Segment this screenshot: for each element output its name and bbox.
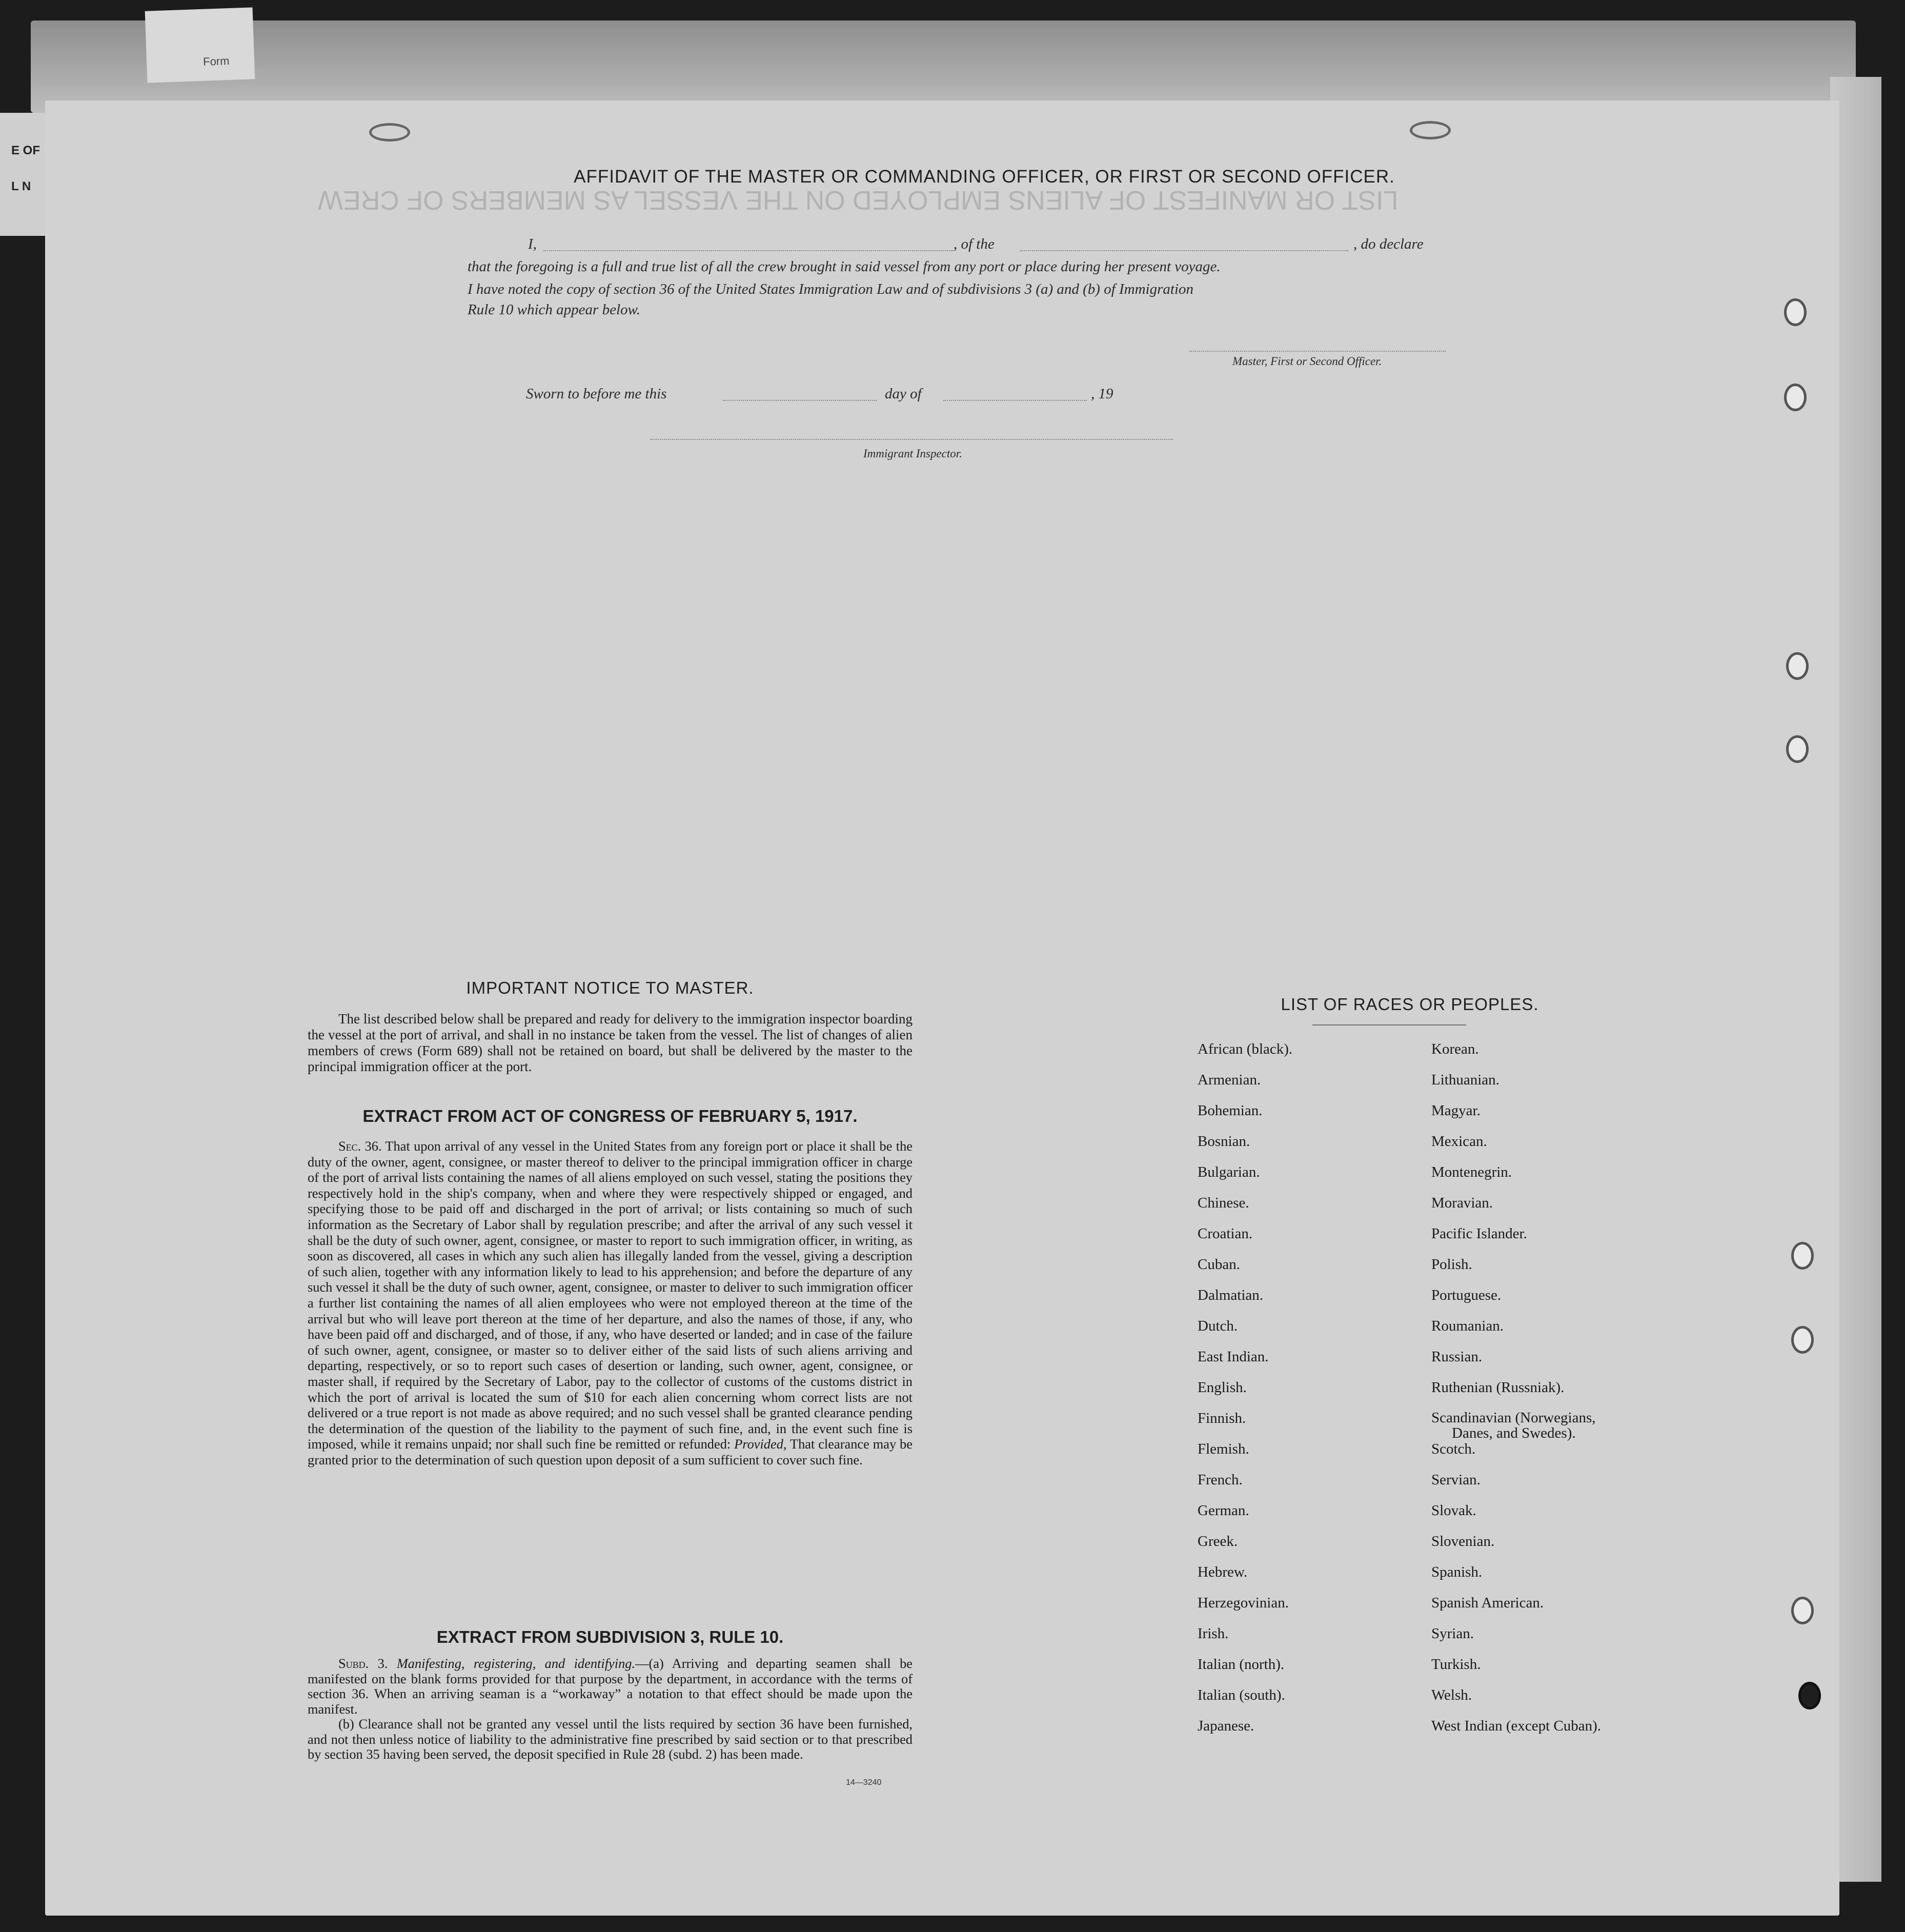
section-36-body: That upon arrival of any vessel in the United States from any foreign port or place it shall be the duty of the owner, agent, consignee, or master thereof to deliver to the principal immigration officer in charge of the port of arrival lists containing the names of all aliens employed on such vessel, stating the positions they respectively hold in the ship's company, when and where they were respectively shipped or engaged, and specifying those to be paid off and discharged in the port of arrival; or lists containing so much of such information as the Secretary of Labor shall by regulation prescribe; and after the arrival of any such vessel it shall be the duty of such owner, agent, consignee, or master to report to such immigration officer, in writing, as soon as discovered, all cases in which any such alien has illegally landed from the vessel, giving a description of such alien, together with any information likely to lead to his apprehension; and before the departure of any such vessel it shall be the duty of such owner, agent, consignee, or master to deliver to such immigration officer a further list containing the names of all alien employees who were not employed thereon at the time of the arrival but who will leave port thereon at the time of her departure, and also the names of those, if any, who have been paid off and discharged, and of those, if any, who have deserted or landed; and in case of the failure of such owner, agent, consignee, or master so to deliver either of the said lists of such aliens arriving and departing, respectively, or so to report such cases of desertion or landing, such owner, agent, consignee, or master shall, if required by the Secretary of Labor, pay to the collector of customs of the customs district in which the port of arrival is located the sum of $10 for each alien concerning whom correct lists are not delivered or a true report is not made as above required; and no such vessel shall be granted clearance pending the determination of the question of the liability to the payment of such fine, and, in the event such fine is imposed, while it remains unpaid; nor shall such fine be remitted or refunded: xyxy=(308,1138,913,1452)
punch-hole xyxy=(1791,1326,1814,1354)
race-item-line: Danes, and Swedes). xyxy=(1452,1425,1576,1441)
subdivision-b: (b) Clearance shall not be granted any vessel until the lists required by section 36 have been furnished, and not then unless notice of liability to the administrative fine prescribed by said section or to that prescribed by section 35 having been served, the deposit specified in Rule 28 (subd. 2) has been made. xyxy=(308,1716,913,1762)
races-right-column xyxy=(1431,1041,1601,1748)
race-item: Roumanian. xyxy=(1431,1318,1504,1334)
binder-clip-left xyxy=(369,123,410,142)
race-item: Russian. xyxy=(1431,1349,1483,1365)
punch-hole xyxy=(1791,1597,1814,1624)
adjacent-page-text-2: L N xyxy=(11,179,31,193)
notice-title: IMPORTANT NOTICE TO MASTER. xyxy=(466,978,754,997)
binder-clip-right xyxy=(1410,121,1451,139)
race-item: Irish. xyxy=(1198,1625,1229,1642)
race-item: French. xyxy=(1198,1472,1243,1488)
subdivision-3-text xyxy=(308,1656,913,1762)
race-item: East Indian. xyxy=(1198,1349,1269,1365)
race-item xyxy=(1431,1410,1601,1441)
race-item: Pacific Islander. xyxy=(1431,1225,1527,1242)
subdivision-a xyxy=(308,1656,913,1717)
underlying-form-tab xyxy=(145,7,255,83)
race-item: Herzegovinian. xyxy=(1198,1595,1289,1611)
race-item: Lithuanian. xyxy=(1431,1072,1499,1088)
race-item: Scotch. xyxy=(1431,1441,1476,1457)
form-tab-label: Form xyxy=(202,54,230,68)
race-item: Ruthenian (Russniak). xyxy=(1431,1379,1565,1396)
provided-word: Provided, xyxy=(734,1436,787,1452)
race-item: Welsh. xyxy=(1431,1687,1472,1703)
race-item: Moravian. xyxy=(1431,1195,1493,1211)
rule-extract-heading: EXTRACT FROM SUBDIVISION 3, RULE 10. xyxy=(436,1627,784,1646)
day-of-text: day of xyxy=(885,386,922,402)
race-item: Slovenian. xyxy=(1431,1533,1495,1549)
race-item: Bulgarian. xyxy=(1198,1164,1260,1180)
race-item: Spanish American. xyxy=(1431,1595,1544,1611)
master-signature-line xyxy=(1189,351,1446,352)
sworn-text: Sworn to before me this xyxy=(526,386,667,402)
punch-hole xyxy=(1786,652,1809,680)
adjacent-page-text-1: E OF xyxy=(11,144,40,157)
race-item: Magyar. xyxy=(1431,1102,1481,1119)
punch-hole-dark xyxy=(1798,1682,1821,1709)
race-item: Dalmatian. xyxy=(1198,1287,1264,1303)
race-item: Polish. xyxy=(1431,1256,1472,1273)
adjacent-page-strip xyxy=(0,113,46,236)
race-item: Korean. xyxy=(1431,1041,1479,1057)
inspector-caption: Immigrant Inspector. xyxy=(863,447,962,460)
section-36-text xyxy=(308,1138,913,1467)
race-item: West Indian (except Cuban). xyxy=(1431,1718,1602,1734)
section-36-body-end: That clearance may be granted prior to the determination of such question upon deposit of a sum sufficient to cover such fine. xyxy=(308,1436,913,1467)
subd-label: Subd. 3. xyxy=(338,1656,388,1671)
race-item: Greek. xyxy=(1198,1533,1238,1549)
races-title: LIST OF RACES OR PEOPLES. xyxy=(1281,995,1539,1014)
race-item: Bosnian. xyxy=(1198,1133,1250,1150)
month-blank xyxy=(943,400,1087,401)
affidavit-line-3: I have noted the copy of section 36 of the United States Immigration Law and of subdivisions 3 (a) and (b) of Immigration xyxy=(468,281,1194,297)
race-item: Finnish. xyxy=(1198,1410,1246,1426)
affidavit-title: AFFIDAVIT OF THE MASTER OR COMMANDING OFFICER, OR FIRST OR SECOND OFFICER. xyxy=(574,167,1395,187)
affidavit-line-2: that the foregoing is a full and true list of all the crew brought in said vessel from any port or place during her present voyage. xyxy=(468,258,1221,275)
inspector-signature-line xyxy=(650,439,1173,440)
master-caption: Master, First or Second Officer. xyxy=(1232,355,1382,368)
race-item: German. xyxy=(1198,1502,1249,1519)
race-item: Slovak. xyxy=(1431,1502,1476,1519)
race-item: Chinese. xyxy=(1198,1195,1249,1211)
race-item: African (black). xyxy=(1198,1041,1293,1057)
year-prefix: , 19 xyxy=(1091,386,1113,402)
subd-para-a: —(a) Arriving and departing seamen shall be manifested on the blank forms provided for that purpose by the department, in accordance with the terms of section 36. When an arriving seaman is a “workaway” a notation to that effect should be made upon the manifest. xyxy=(308,1656,913,1717)
race-item: Flemish. xyxy=(1198,1441,1249,1457)
race-item: Japanese. xyxy=(1198,1718,1254,1734)
race-item: Mexican. xyxy=(1431,1133,1487,1150)
vessel-blank xyxy=(1020,250,1348,251)
race-item: English. xyxy=(1198,1379,1247,1396)
punch-hole xyxy=(1791,1242,1814,1270)
punch-hole xyxy=(1784,298,1807,326)
race-item-line: Scandinavian (Norwegians, xyxy=(1431,1410,1596,1426)
affidavit-i: I, xyxy=(528,236,537,252)
bleed-through-title: LIST OR MANIFEST OF ALIENS EMPLOYED ON THE VESSEL AS MEMBERS OF CREW xyxy=(318,185,1399,215)
races-title-rule xyxy=(1312,1024,1466,1025)
race-item: Montenegrin. xyxy=(1431,1164,1512,1180)
scan-top-edge xyxy=(31,21,1856,113)
race-item: Spanish. xyxy=(1431,1564,1483,1580)
race-item: Cuban. xyxy=(1198,1256,1240,1273)
act-extract-heading: EXTRACT FROM ACT OF CONGRESS OF FEBRUARY 5, 1917. xyxy=(362,1106,858,1125)
race-item: Turkish. xyxy=(1431,1656,1481,1673)
races-left-column xyxy=(1198,1041,1292,1748)
section-label: Sec. 36. xyxy=(338,1138,382,1154)
race-item: Dutch. xyxy=(1198,1318,1238,1334)
punch-hole xyxy=(1784,384,1807,411)
race-item: Armenian. xyxy=(1198,1072,1261,1088)
race-item: Bohemian. xyxy=(1198,1102,1263,1119)
race-item: Portuguese. xyxy=(1431,1287,1502,1303)
subd-title: Manifesting, registering, and identifying. xyxy=(396,1656,636,1671)
affidavit-declare: , do declare xyxy=(1353,236,1424,252)
race-item: Croatian. xyxy=(1198,1225,1253,1242)
affidavit-line-4: Rule 10 which appear below. xyxy=(468,301,640,318)
punch-hole xyxy=(1786,735,1809,763)
race-item: Syrian. xyxy=(1431,1625,1474,1642)
race-item: Italian (south). xyxy=(1198,1687,1285,1703)
name-blank xyxy=(543,250,954,251)
form-number: 14—3240 xyxy=(846,1778,882,1787)
day-blank xyxy=(723,400,877,401)
race-item: Italian (north). xyxy=(1198,1656,1285,1673)
race-item: Servian. xyxy=(1431,1472,1481,1488)
notice-body: The list described below shall be prepared and ready for delivery to the immigration inspector boarding the vessel at the port of arrival, and shall in no instance be taken from the vessel. The list of changes of alien members of crews (Form 689) shall not be retained on board, but shall be delivered by the master to the principal immigration officer at the port. xyxy=(308,1011,913,1074)
race-item: Hebrew. xyxy=(1198,1564,1248,1580)
affidavit-of-the: , of the xyxy=(954,236,995,252)
